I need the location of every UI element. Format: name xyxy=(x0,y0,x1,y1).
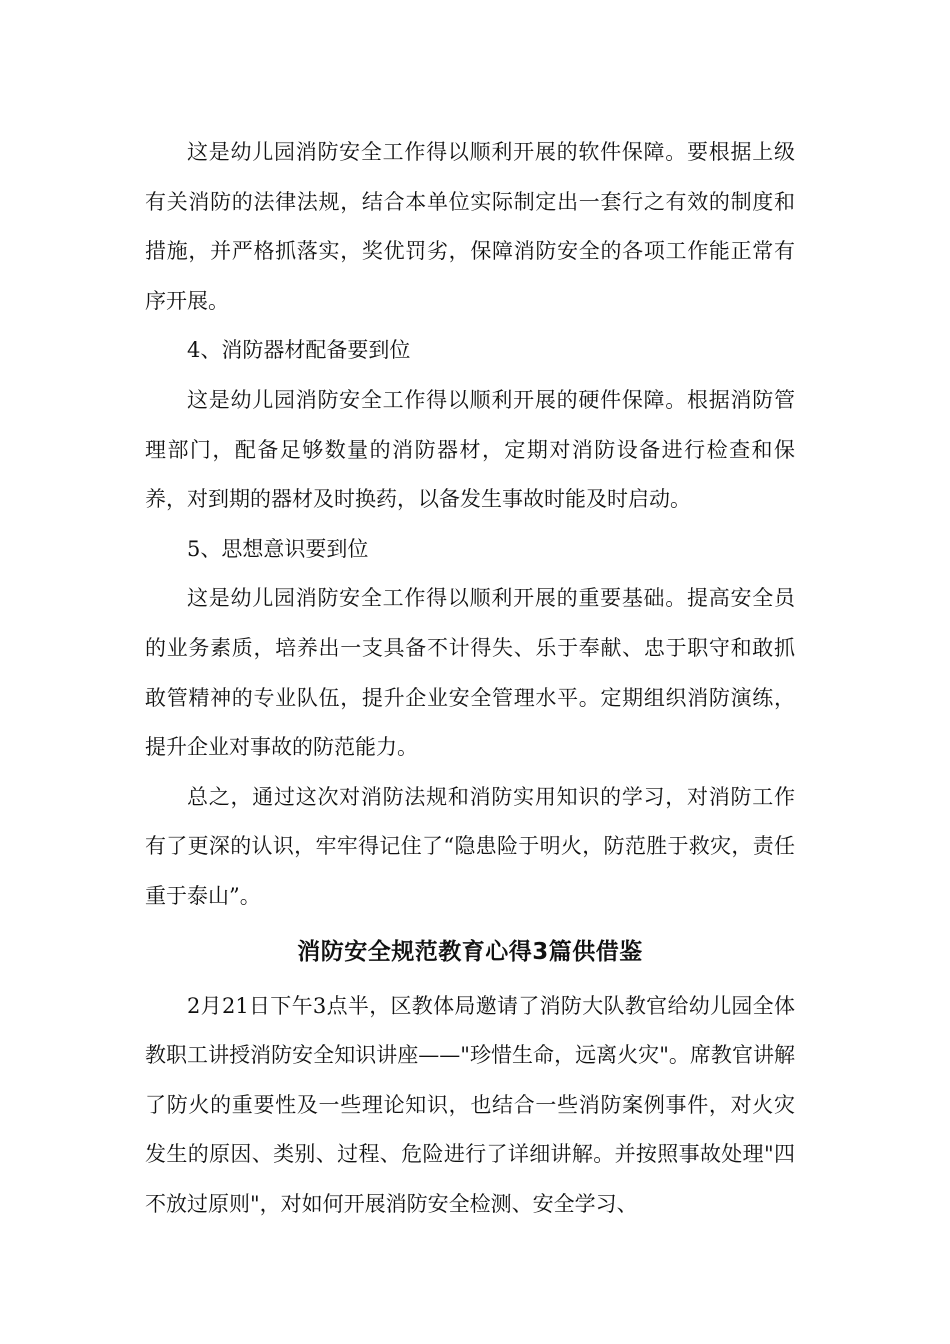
paragraph: 这是幼儿园消防安全工作得以顺利开展的硬件保障。根据消防管理部门，配备足够数量的消防器材，定期对消防设备进行检查和保养，对到期的器材及时换药，以备发生事故时能及时启动。 xyxy=(145,387,795,512)
paragraph: 2月21日下午3点半，区教体局邀请了消防大队教官给幼儿园全体教职工讲授消防安全知识讲座——"珍惜生命，远离火灾"。席教官讲解了防火的重要性及一些理论知识，也结合一些消防案例事件，对火灾发生的原因、类别、过程、危险进行了详细讲解。并按照事故处理"四不放过原则"，对如何开展消防安全检测、安全学习、 xyxy=(145,993,795,1216)
paragraph: 这是幼儿园消防安全工作得以顺利开展的重要基础。提高安全员的业务素质，培养出一支具备不计得失、乐于奉献、忠于职守和敢抓敢管精神的专业队伍，提升企业安全管理水平。定期组织消防演练，提升企业对事故的防范能力。 xyxy=(145,586,795,760)
section-subheading: 4、消防器材配备要到位 xyxy=(187,338,411,363)
paragraph: 总之，通过这次对消防法规和消防实用知识的学习，对消防工作有了更深的认识，牢牢得记住了“隐患险于明火，防范胜于救灾，责任重于泰山”。 xyxy=(145,784,795,908)
document-heading: 消防安全规范教育心得3篇供借鉴 xyxy=(297,938,643,965)
document-body xyxy=(145,128,795,1229)
paragraph: 这是幼儿园消防安全工作得以顺利开展的软件保障。要根据上级有关消防的法律法规，结合本单位实际制定出一套行之有效的制度和措施，并严格抓落实，奖优罚劣，保障消防安全的各项工作能正常有序开展。 xyxy=(145,140,795,313)
section-subheading: 5、思想意识要到位 xyxy=(187,536,369,561)
